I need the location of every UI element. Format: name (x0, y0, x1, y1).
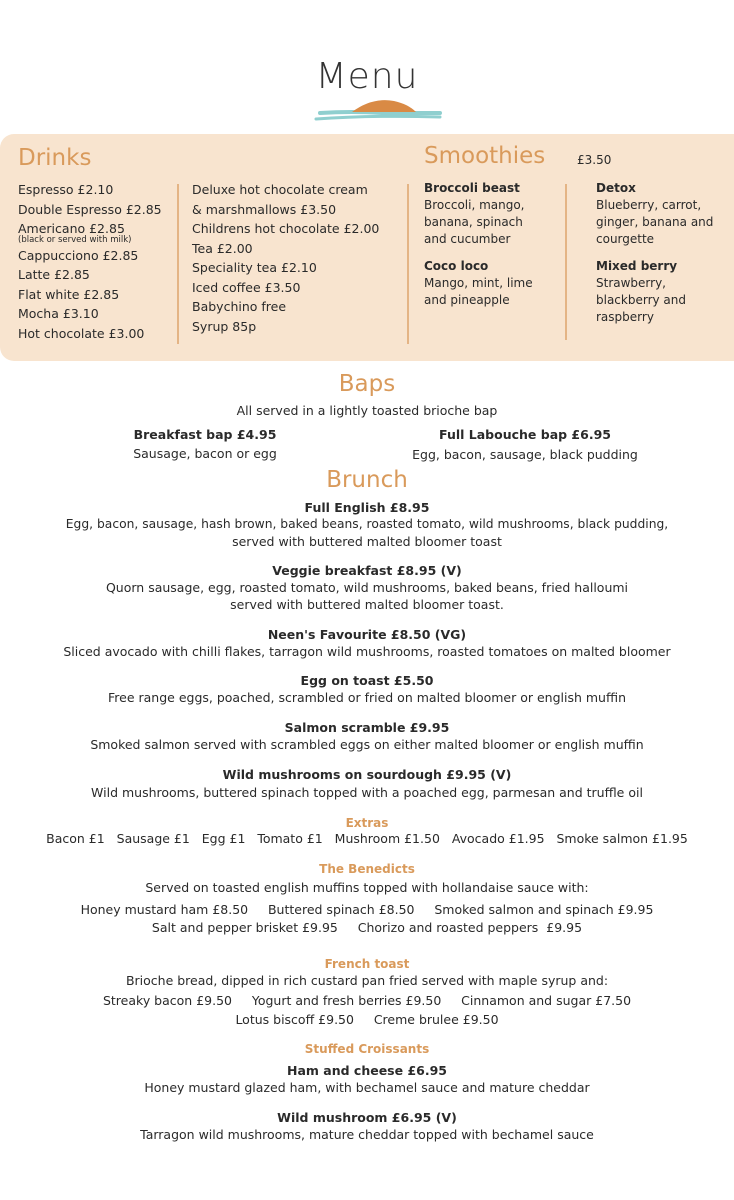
french-toast-options: Lotus biscoff £9.50 Creme brulee £9.50 (235, 1012, 499, 1027)
brunch-heading: Brunch (326, 467, 408, 493)
drink-item: Speciality tea £2.10 (192, 260, 317, 275)
drink-item: Iced coffee £3.50 (192, 279, 301, 295)
brunch-item-desc: Sliced avocado with chilli flakes, tarragon wild mushrooms, roasted tomatoes on malted bloomer (63, 644, 671, 659)
smoothie-name: Coco loco (424, 259, 489, 273)
smoothie-desc: and pineapple (424, 293, 510, 307)
smoothies-column-1 (424, 180, 533, 309)
smoothies-column-2 (596, 180, 713, 326)
brunch-item-name: Egg on toast £5.50 (300, 673, 434, 688)
brunch-item-name: Veggie breakfast £8.95 (V) (272, 563, 462, 578)
brunch-item-desc: Egg, bacon, sausage, hash brown, baked beans, roasted tomato, wild mushrooms, black pudding, (65, 517, 669, 531)
divider (407, 184, 409, 344)
smoothie-desc: ginger, banana and (596, 215, 714, 229)
croissant-item-name: Ham and cheese £6.95 (287, 1063, 447, 1078)
benedicts-heading: The Benedicts (319, 862, 415, 876)
drink-item: Espresso £2.10 (18, 182, 114, 197)
smoothie-name: Detox (596, 181, 636, 195)
brunch-item-name: Full English £8.95 (304, 500, 430, 515)
croissant-item-name: Wild mushroom £6.95 (V) (277, 1110, 457, 1125)
brunch-item-desc: Free range eggs, poached, scrambled or fried on malted bloomer or english muffin (108, 690, 626, 705)
croissant-item-desc: Tarragon wild mushrooms, mature cheddar topped with bechamel sauce (140, 1127, 594, 1142)
page-title: Menu (315, 56, 419, 97)
divider (565, 184, 567, 340)
drink-item: Childrens hot chocolate £2.00 (192, 221, 380, 236)
drink-item: Tea £2.00 (192, 240, 253, 256)
smoothies-price: £3.50 (577, 153, 612, 167)
drinks-column-1 (18, 180, 162, 343)
extras-heading: Extras (345, 816, 389, 830)
divider (177, 184, 179, 344)
brunch-item-name: Neen's Favourite £8.50 (VG) (267, 627, 467, 642)
french-toast-intro: Brioche bread, dipped in rich custard pan fried served with maple syrup and: (125, 973, 609, 988)
drink-item: Syrup 85p (192, 318, 257, 334)
smoothies-heading: Smoothies (424, 143, 546, 169)
smoothie-desc: Broccoli, mango, (424, 198, 525, 212)
drink-item: Latte £2.85 (18, 267, 90, 282)
benedicts-intro: Served on toasted english muffins topped with hollandaise sauce with: (145, 880, 589, 895)
bap-item-name: Breakfast bap £4.95 (133, 427, 277, 442)
drink-item: Mocha £3.10 (18, 306, 99, 321)
brunch-item-desc: served with buttered malted bloomer toast. (230, 597, 504, 612)
brunch-item-desc: Smoked salmon served with scrambled eggs on either malted bloomer or english muffin (90, 737, 644, 752)
brunch-item-name: Wild mushrooms on sourdough £9.95 (V) (222, 767, 512, 782)
drink-item: Flat white £2.85 (18, 286, 120, 302)
drinks-column-2 (192, 180, 379, 336)
smoothie-name: Mixed berry (596, 259, 678, 273)
croissant-item-desc: Honey mustard glazed ham, with bechamel sauce and mature cheddar (144, 1080, 590, 1095)
drink-item: Babychino free (192, 299, 287, 314)
hill-logo-icon (312, 95, 446, 125)
smoothie-desc: Blueberry, carrot, (596, 198, 702, 212)
french-toast-options: Streaky bacon £9.50 Yogurt and fresh berries £9.50 Cinnamon and sugar £7.50 (102, 993, 632, 1008)
bap-item-desc: Egg, bacon, sausage, black pudding (412, 447, 638, 462)
extras-list: Bacon £1 Sausage £1 Egg £1 Tomato £1 Mushroom £1.50 Avocado £1.95 Smoke salmon £1.95 (46, 831, 688, 846)
benedicts-options: Honey mustard ham £8.50 Buttered spinach £8.50 Smoked salmon and spinach £9.95 (80, 902, 654, 917)
americano-note: (black or served with milk) (18, 234, 132, 245)
smoothie-desc: and cucumber (424, 232, 511, 246)
brunch-item-desc: Quorn sausage, egg, roasted tomato, wild mushrooms, baked beans, fried halloumi (105, 580, 629, 595)
brunch-item-desc: Wild mushrooms, buttered spinach topped with a poached egg, parmesan and truffle oil (91, 785, 643, 800)
drink-item: Cappucciono £2.85 (18, 247, 139, 263)
benedicts-options: Salt and pepper brisket £9.95 Chorizo and roasted peppers £9.95 (151, 920, 583, 935)
drink-item: Double Espresso £2.85 (18, 201, 162, 217)
drinks-heading: Drinks (18, 145, 92, 171)
smoothie-name: Broccoli beast (424, 181, 520, 195)
bap-item-name: Full Labouche bap £6.95 (439, 427, 611, 442)
croissants-heading: Stuffed Croissants (304, 1042, 430, 1056)
smoothie-desc: courgette (596, 232, 655, 246)
bap-item-desc: Sausage, bacon or egg (133, 446, 277, 461)
drink-item: Deluxe hot chocolate cream (192, 182, 368, 197)
brunch-item-name: Salmon scramble £9.95 (284, 720, 450, 735)
smoothie-desc: Strawberry, (596, 276, 666, 290)
baps-subtitle: All served in a lightly toasted brioche bap (236, 403, 498, 418)
drink-item: Hot chocolate £3.00 (18, 325, 145, 341)
drink-item: & marshmallows £3.50 (192, 201, 337, 217)
brunch-item-desc: served with buttered malted bloomer toast (232, 534, 502, 549)
smoothie-desc: Mango, mint, lime (424, 276, 533, 290)
french-toast-heading: French toast (324, 957, 410, 971)
baps-heading: Baps (338, 371, 396, 397)
smoothie-desc: raspberry (596, 310, 654, 324)
smoothie-desc: blackberry and (596, 293, 686, 307)
drink-item: Americano £2.85 (18, 221, 125, 236)
smoothie-desc: banana, spinach (424, 215, 523, 229)
